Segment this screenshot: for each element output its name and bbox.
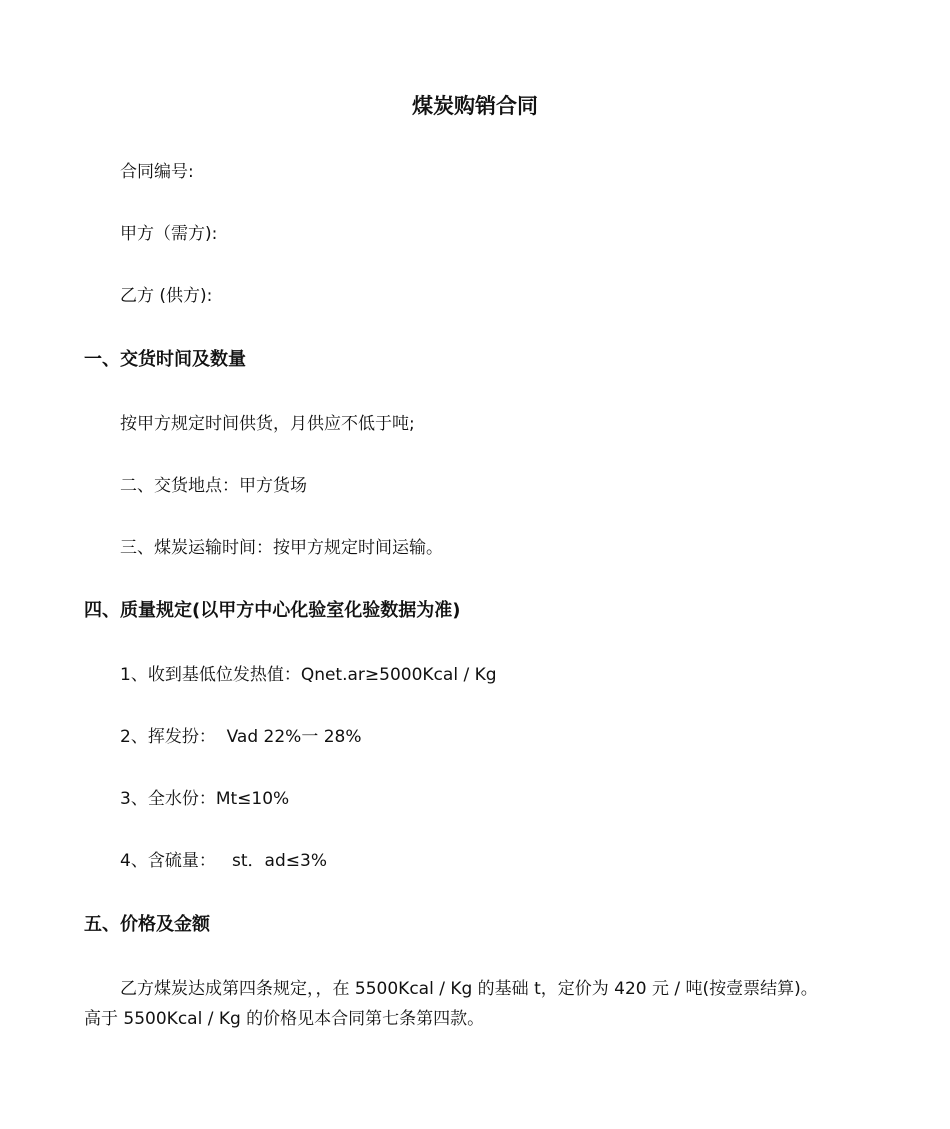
quality-item: 3、全水份：Mt≤10% (120, 789, 290, 809)
party-a-field: 甲方（需方): (120, 224, 218, 244)
section-1-body: 按甲方规定时间供货，月供应不低于吨; (120, 414, 415, 434)
quality-item: 4、含硫量： st．ad≤3% (120, 851, 327, 871)
quality-item: 2、挥发扮： Vad 22%一 28% (120, 727, 362, 747)
contract-number-field: 合同编号: (120, 162, 194, 182)
section-4-heading: 四、质量规定(以甲方中心化验室化验数据为准) (84, 600, 461, 621)
section-1-heading: 一、交货时间及数量 (84, 349, 246, 370)
section-5-heading: 五、价格及金额 (84, 914, 210, 935)
document-title: 煤炭购销合同 (412, 94, 538, 118)
section-5-paragraph-line-1: 乙方煤炭达成第四条规定，，在 5500Kcal / Kg 的基础 t，定价为 420 元 / 吨(按壹票结算)。 (120, 979, 818, 999)
section-5-paragraph-line-2: 高于 5500Kcal / Kg 的价格见本合同第七条第四款。 (84, 1009, 485, 1029)
party-b-field: 乙方 (供方): (120, 286, 213, 306)
quality-item: 1、收到基低位发热值：Qnet.ar≥5000Kcal / Kg (120, 665, 497, 685)
section-3-text: 三、煤炭运输时间：按甲方规定时间运输。 (120, 538, 443, 558)
section-2-text: 二、交货地点：甲方货场 (120, 476, 307, 496)
